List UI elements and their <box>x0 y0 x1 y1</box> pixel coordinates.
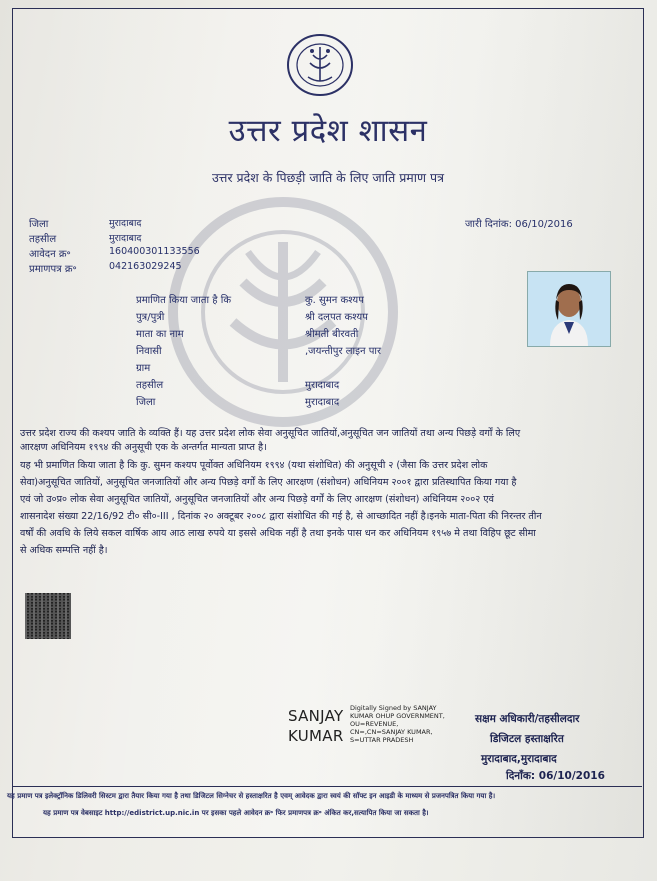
label-son-daughter-of: पुत्र/पुत्री <box>136 312 165 323</box>
field-value-application-no: 160400301133556 <box>109 246 200 257</box>
field-label-tehsil: तहसील <box>29 234 57 245</box>
body-line-8: से अधिक सम्पत्ति नहीं है। <box>20 545 108 556</box>
certificate-subtitle: उत्तर प्रदेश के पिछड़ी जाति के लिए जाति प्रमाण पत्र <box>211 170 445 185</box>
footer-line-1: यह प्रमाण पत्र इलेक्ट्रॉनिक डिलिवरी सिस्टम द्वारा तैयार किया गया है तथा डिजिटल सिग्नेचर से हस्ताक्षरित है एवम् आवेदक द्वारा स्वयं की सॉफ्ट इन आइडी के माध्यम से प्रजनपत्रित किया गया है। <box>7 792 496 800</box>
body-line-3: यह भी प्रमाणित किया जाता है कि कु. सुमन कश्यप पूर्वोक्त अधिनियम १९९४ (यथा संशोधित) की अनुसूची २ (जैसा कि उत्तर प्रदेश लोक <box>20 460 488 471</box>
footer-divider <box>12 786 642 787</box>
label-tehsil: तहसील <box>136 380 164 391</box>
footer-line-2: यह प्रमाण पत्र वेबसाइट http://edistrict.up.nic.in पर इसका पहले आवेदन क्र॰ फिर प्रमाणपत्र क्र॰ अंकित कर,सत्यापित किया जा सकता है। <box>43 809 429 817</box>
value-tehsil: मुरादाबाद <box>305 380 340 391</box>
applicant-portrait-icon <box>528 272 610 346</box>
certificate-document <box>7 8 644 838</box>
field-value-district: मुरादाबाद <box>109 218 142 229</box>
signer-name-line2: KUMAR <box>288 727 344 745</box>
up-government-emblem-icon <box>286 33 354 97</box>
value-father-name: श्री दलपत कश्यप <box>305 312 368 323</box>
field-value-tehsil: मुरादाबाद <box>109 233 142 244</box>
value-mother-name: श्रीमती बीरवती <box>305 329 359 340</box>
field-label-certificate-no: प्रमाणपत्र क्र॰ <box>29 264 77 275</box>
issue-date: जारी दिनांक: 06/10/2016 <box>465 219 573 230</box>
body-line-6: शासनादेश संख्या 22/16/92 टी० सी०-III , दिनांक २० अक्टूबर २००८ द्वारा संशोधित की गई है, से आच्छादित नहीं है।इनके माता-पिता की निरन्तर तीन <box>20 511 542 522</box>
page-title: उत्तर प्रदेश शासन <box>228 113 428 149</box>
body-line-7: वर्षों की अवधि के लिये सकल वार्षिक आय आठ लाख रुपये या इससे अधिक नहीं है तथा इनके पास धन कर अधिनियम १९५७ मे तथा विहिप छूट सीमा <box>20 528 536 539</box>
label-village: ग्राम <box>136 363 151 374</box>
authority-date: दिनाँक: 06/10/2016 <box>506 770 605 782</box>
value-resident: ,जयन्तीपुर लाइन पार <box>305 346 382 357</box>
body-line-5: एवं जो उ०प्र० लोक सेवा अनुसूचित जातियों, अनुसूचित जनजातियों और अन्य पिछड़े वर्गों के लिए आरक्षण (संशोधन) अधिनियम २००२ एवं <box>20 494 494 505</box>
field-label-application-no: आवेदन क्र॰ <box>29 249 71 260</box>
field-value-certificate-no: 042163029245 <box>109 261 182 272</box>
label-mother-name: माता का नाम <box>136 329 184 340</box>
body-line-4: सेवा)अनुसूचित जातियों, अनुसूचित जनजातियों और अन्य पिछड़े वर्गों के लिए आरक्षण (संशोधन) अधिनियम २००१ द्वारा प्रतिस्थापित किया गया है <box>20 477 517 488</box>
applicant-photo <box>527 271 611 347</box>
body-line-2: आरक्षण अधिनियम १९९४ की अनुसूची एक के अन्तर्गत मान्यता प्राप्त है। <box>20 442 267 453</box>
label-resident: निवासी <box>136 346 162 357</box>
field-label-district: जिला <box>29 219 49 230</box>
digital-signature-details: Digitally Signed by SANJAY KUMAR OHUP GOVERNMENT, OU=REVENUE, CN=,CN=SANJAY KUMAR, S=UTTAR PRADESH <box>350 704 445 744</box>
value-district: मुरादाबाद <box>305 397 340 408</box>
authority-title: सक्षम अधिकारी/तहसीलदार <box>475 713 580 725</box>
certified-intro: प्रमाणित किया जाता है कि <box>136 295 232 306</box>
certified-name: कु. सुमन कश्यप <box>305 295 364 306</box>
authority-digital-signed: डिजिटल हस्ताक्षरित <box>490 733 564 745</box>
signer-name-line1: SANJAY <box>288 707 344 725</box>
authority-location: मुरादाबाद,मुरादाबाद <box>481 753 557 765</box>
qr-code <box>25 593 71 639</box>
body-line-1: उत्तर प्रदेश राज्य की कश्यप जाति के व्यक्ति हैं। यह उत्तर प्रदेश लोक सेवा अनुसूचित जातियों,अनुसूचित जन जातियों तथा अन्य पिछड़े वर्गों के लिए <box>20 428 521 439</box>
label-district: जिला <box>136 397 156 408</box>
